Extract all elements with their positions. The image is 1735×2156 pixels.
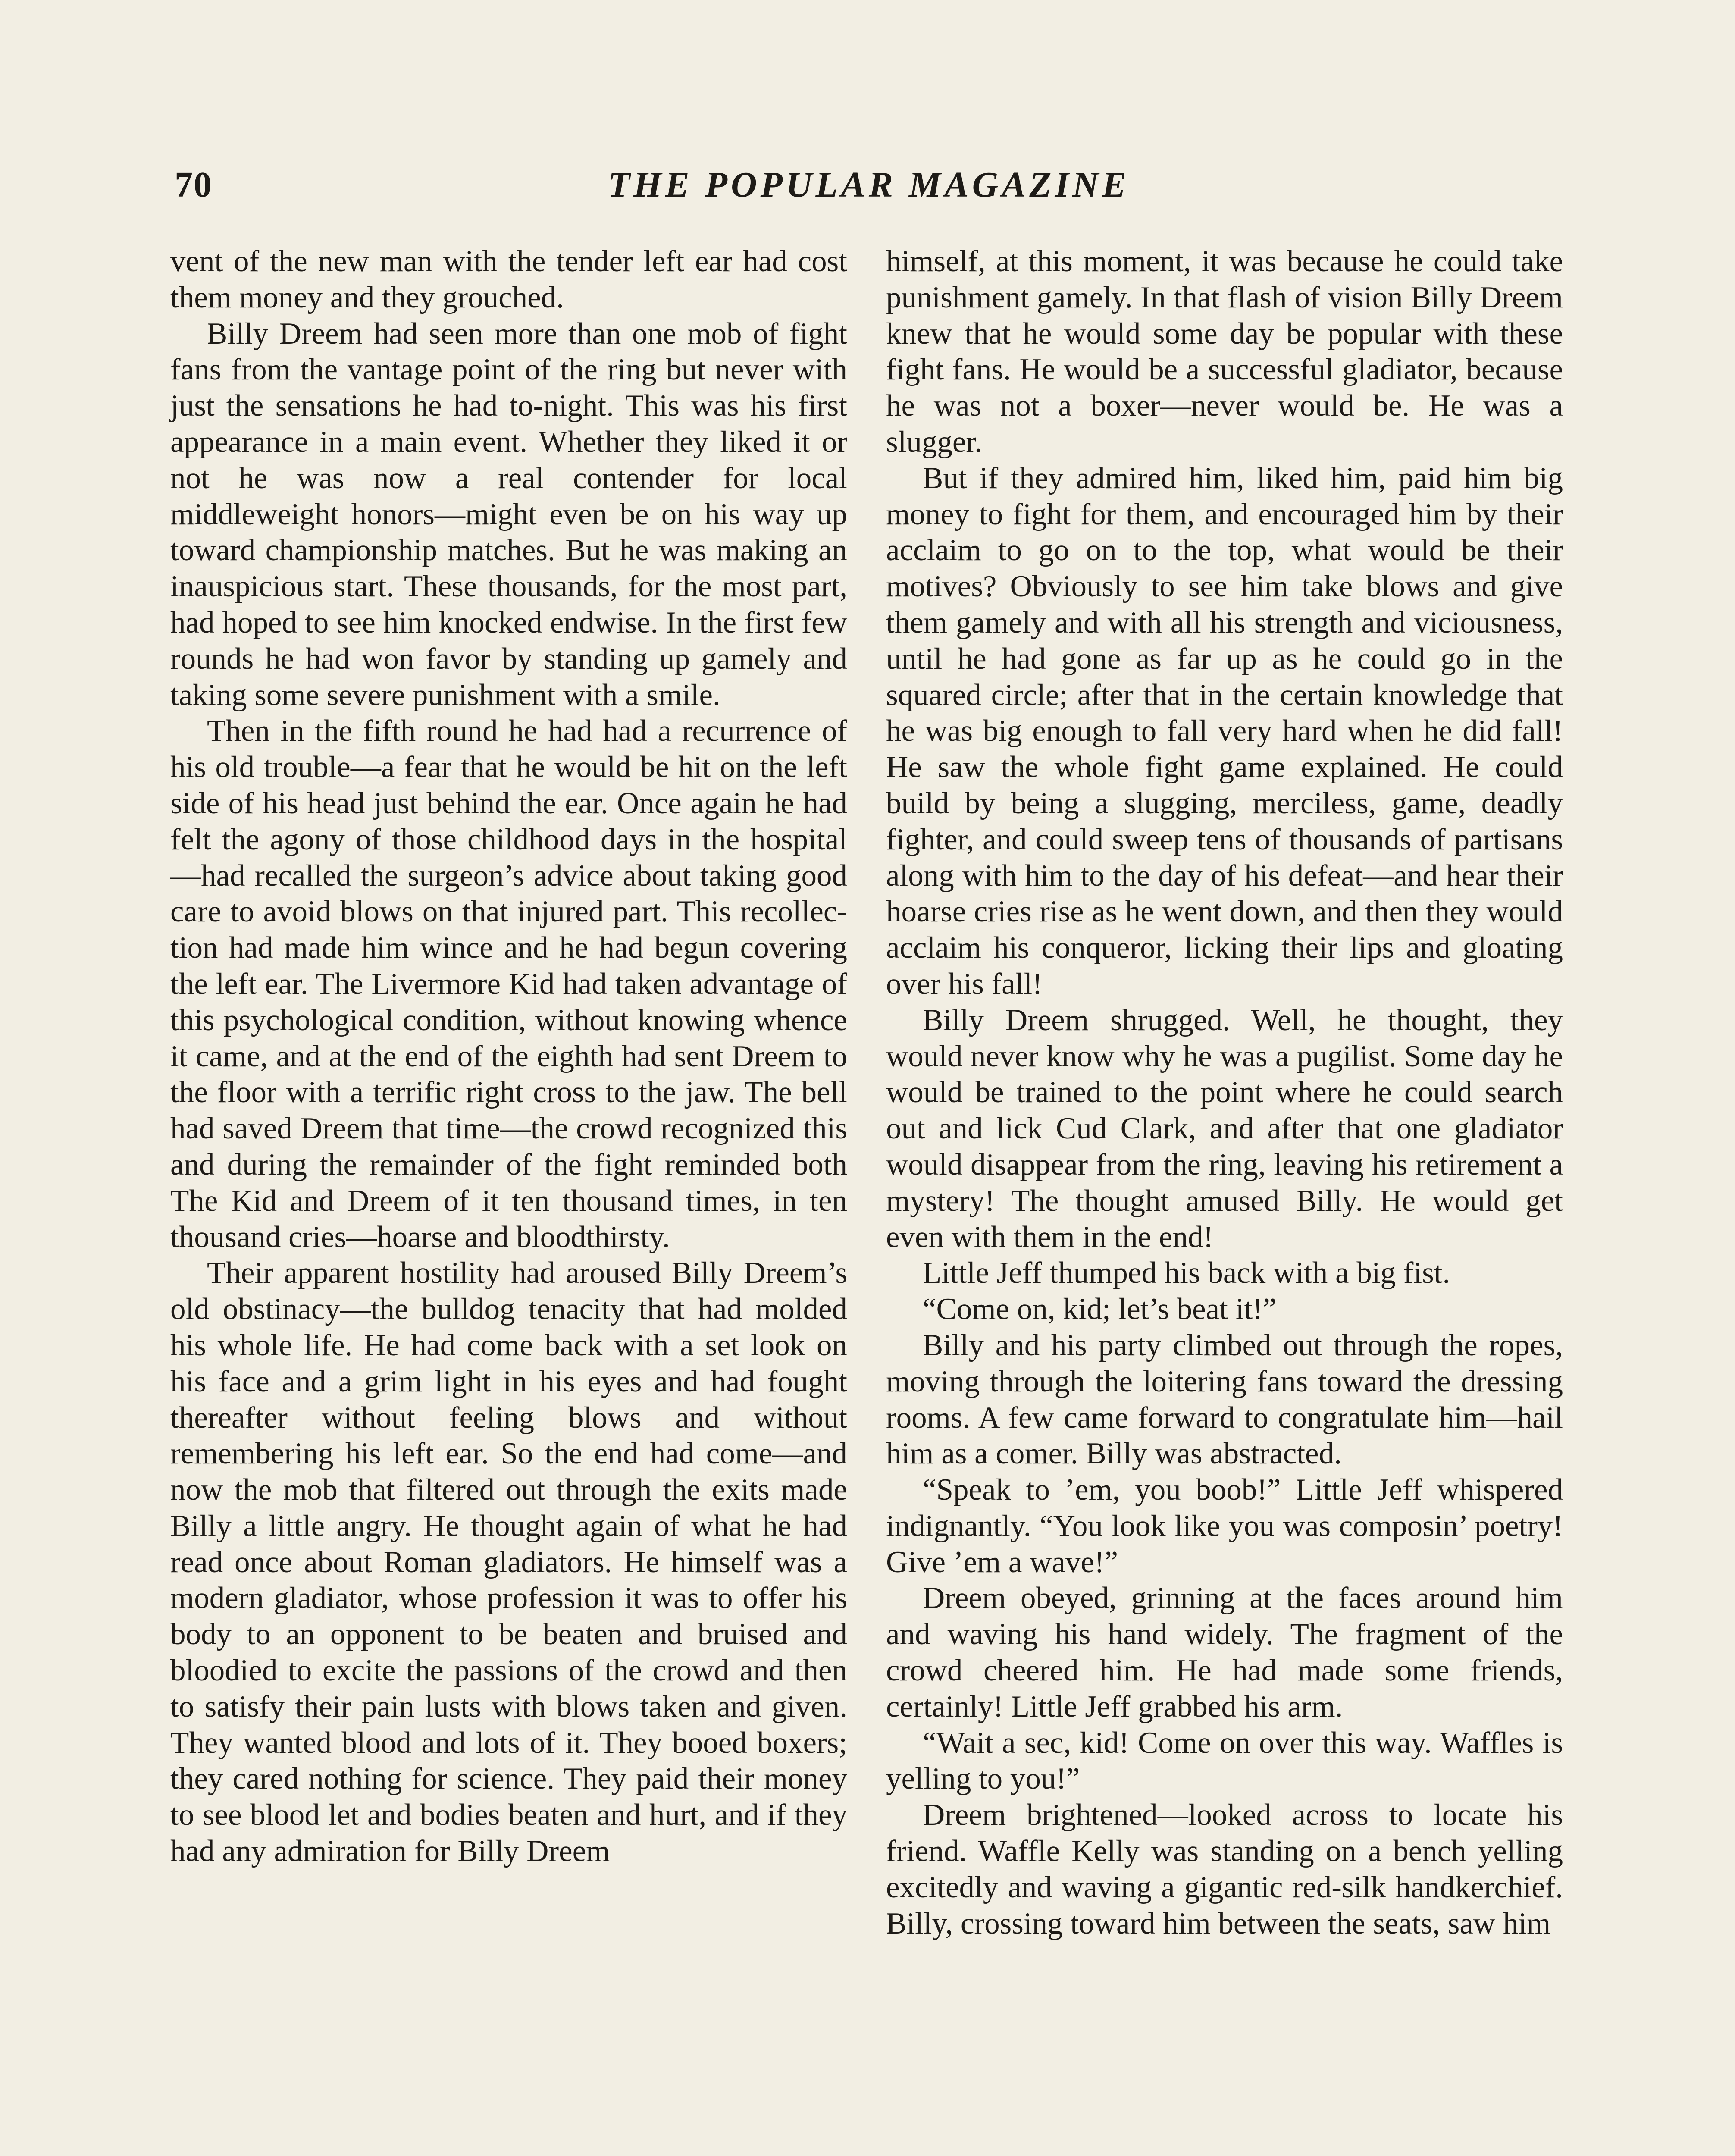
paragraph: vent of the new man with the tender left ear had cost them money and they grouched. (170, 244, 847, 314)
paragraph: himself, at this moment, it was because he could take punishment gamely. In that flash of vision Billy Dreem knew that he would some day be popular with these fight fans. He would be a successful gladiator, because he was not a boxer—never would be. He was a slugger. (886, 244, 1563, 459)
paragraph: Then in the fifth round he had had a recurrence of his old trouble—a fear that he would be hit on the left side of his head just behind the ear. Once again he had felt the agony of those childhood days in the hospital—had recalled the surgeon’s advice about taking good care to avoid blows on that injured part. This recollection had made him wince and he had begun covering the left ear. The Livermore Kid had taken advantage of this psychological condition, without knowing whence it came, and at the end of the eighth had sent Dreem to the floor with a terrific right cross to the jaw. The bell had saved Dreem that time—the crowd recognized this and during the remainder of the fight reminded both The Kid and Dreem of it ten thousand times, in ten thousand cries—hoarse and bloodthirsty. (170, 714, 847, 1254)
paragraph: But if they admired him, liked him, paid him big money to fight for them, and encouraged him by their acclaim to go on to the top, what would be their motives? Obviously to see him take blows and give them gamely and with all his strength and viciousness, until he had gone as far up as he could go in the squared circle; after that in the certain knowledge that he was big enough to fall very hard when he did fall! He saw the whole fight game explained. He could build by being a slugging, merciless, game, deadly fighter, and could sweep tens of thousands of partisans along with him to the day of his defeat—and hear their hoarse cries rise as he went down, and then they would acclaim his conqueror, licking their lips and gloating over his fall! (886, 461, 1563, 1001)
text-column-left (170, 244, 847, 1870)
paragraph: “Come on, kid; let’s beat it!” (923, 1292, 1277, 1326)
paragraph: “Speak to ’em, you boob!” Little Jeff whispered indignantly. “You look like you was composin’ poetry! Give ’em a wave!” (886, 1473, 1563, 1579)
paragraph: Billy and his party climbed out through the ropes, moving through the loitering fans toward the dressing rooms. A few came forward to congratulate him—hail him as a comer. Billy was abstracted. (886, 1328, 1563, 1471)
paragraph: Dreem brightened—looked across to locate his friend. Waffle Kelly was standing on a bench yelling excitedly and waving a gigantic red-silk handkerchief. Billy, crossing toward him between the seats, saw him (886, 1798, 1563, 1940)
paragraph: “Wait a sec, kid! Come on over this way. Waffles is yelling to you!” (886, 1726, 1563, 1796)
paragraph: Little Jeff thumped his back with a big fist. (923, 1256, 1450, 1290)
paragraph: Their apparent hostility had aroused Billy Dreem’s old obstinacy—the bulldog tenacity that had molded his whole life. He had come back with a set look on his face and a grim light in his eyes and had fought thereafter without feeling blows and without remembering his left ear. So the end had come—and now the mob that filtered out through the exits made Billy a little angry. He thought again of what he had read once about Roman gladiators. He himself was a modern gladiator, whose profession it was to offer his body to an opponent to be beaten and bruised and bloodied to excite the passions of the crowd and then to satisfy their pain lusts with blows taken and given. They wanted blood and lots of it. They booed boxers; they cared nothing for science. They paid their money to see blood let and bodies beaten and hurt, and if they had any admiration for Billy Dreem (170, 1256, 847, 1868)
running-title: THE POPULAR MAGAZINE (608, 165, 1130, 205)
paragraph: Dreem obeyed, grinning at the faces around him and waving his hand widely. The fragment of the crowd cheered him. He had made some friends, certainly! Little Jeff grabbed his arm. (886, 1581, 1563, 1724)
paragraph: Billy Dreem had seen more than one mob of fight fans from the vantage point of the ring but never with just the sensations he had to-night. This was his first appearance in a main event. Whether they liked it or not he was now a real contender for local middleweight honors—might even be on his way up toward championship matches. But he was making an inauspicious start. These thousands, for the most part, had hoped to see him knocked endwise. In the first few rounds he had won favor by standing up gamely and taking some severe punishment with a smile. (170, 317, 847, 712)
paragraph: Billy Dreem shrugged. Well, he thought, they would never know why he was a pugilist. Some day he would be trained to the point where he could search out and lick Cud Clark, and after that one gladiator would disappear from the ring, leaving his retirement a mystery! The thought amused Billy. He would get even with them in the end! (886, 1003, 1563, 1254)
page-header (170, 160, 1567, 224)
text-column-right (886, 244, 1563, 1942)
page-number: 70 (175, 165, 213, 205)
